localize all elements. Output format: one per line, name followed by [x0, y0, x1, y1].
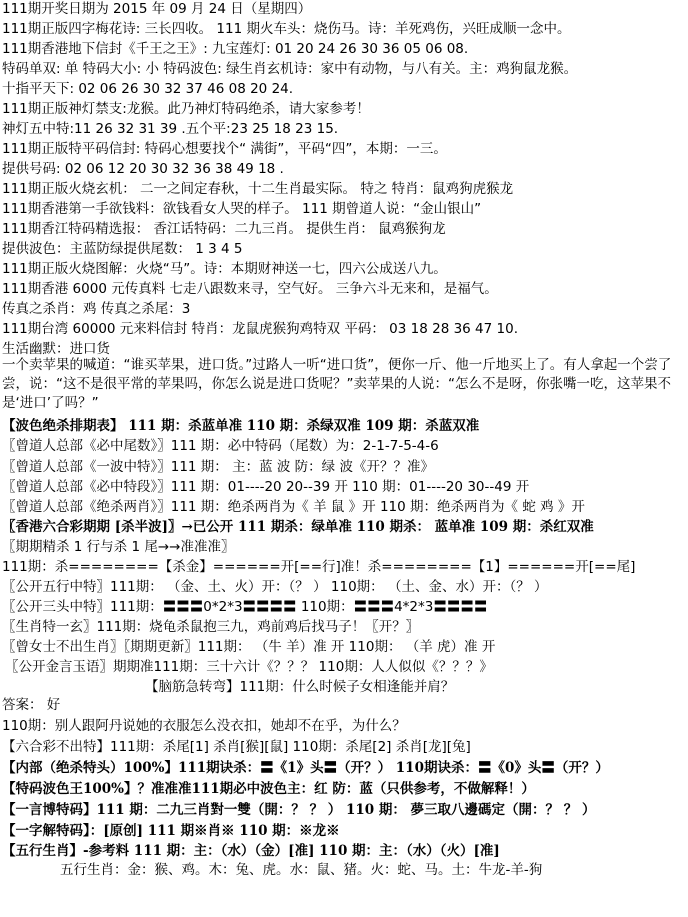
- text-line: 111期正版特平码信封: 特码心想要找个“ 满街”，平码“四”，本期：一三。: [2, 141, 447, 157]
- text-line: 十指平天下: 02 06 26 30 32 37 46 08 20 24.: [2, 81, 294, 97]
- text-line: 111期香港 6000 元传真料 七走八跟数来寻，空气好。 三争六斗无来和，是福气。: [2, 281, 498, 297]
- text-line: 【六合彩不出特】111期：杀尾[1] 杀肖[猴][鼠] 110期：杀尾[2] 杀肖[龙][兔]: [2, 739, 471, 755]
- text-line: 111期香港地下信封《千王之王》: 九宝莲灯: 01 20 24 26 30 36 05 06 08.: [2, 41, 469, 57]
- text-line: 〖曾道人总部《必中特段》〗111 期：01----20 20--39 开 110 期：01----20 30--49 开: [2, 479, 530, 495]
- text-line: 111期台湾 60000 元来料信封 特肖：龙鼠虎猴狗鸡特双 平码： 03 18 28 36 47 10.: [2, 321, 518, 337]
- text-line: 【一言博特码】111 期：二九三肖對一雙（開：？ ？ ） 110 期： 夢三取八邊碼定（開：？ ？ ）: [2, 802, 596, 818]
- text-line: 答案： 好: [2, 697, 61, 713]
- text-line: 【一字解特码】：[原创] 111 期※肖※ 110 期：※龙※: [2, 823, 340, 839]
- text-line: 〖期期精杀 1 行与杀 1 尾→→准准准〗: [2, 539, 235, 555]
- text-line: 111期正版火烧玄机： 二一之间定春秋，十二生肖最实际。 特之 特肖：鼠鸡狗虎猴龙: [2, 181, 514, 197]
- text-line: 〖公开三头中特〗111期：〓〓〓0*2*3〓〓〓〓 110期：〓〓〓4*2*3〓〓〓〓: [2, 599, 488, 615]
- text-line: 111期：杀========【杀金】======开[==行]准！杀========【1】======开[==尾]: [2, 559, 636, 575]
- text-line: 111期正版火烧图解：火烧“马”。诗：本期财神送一七，四六公成送八九。: [2, 261, 447, 277]
- text-line: 111期香江特码精选报： 香江话特码：二九三肖。 提供生肖： 鼠鸡猴狗龙: [2, 221, 446, 237]
- text-line: 〖曾道人总部《一波中特》〗111 期： 主：蓝 波 防：绿 波《开？？准》: [2, 459, 434, 475]
- text-line: 生活幽默：进口货: [2, 341, 110, 357]
- text-line: 特码单双: 单 特码大小: 小 特码波色: 绿生肖玄机诗：家中有动物，与八有关。主：鸡狗鼠龙猴。: [2, 61, 578, 77]
- text-line: 111期开奖日期为 2015 年 09 月 24 日（星期四）: [2, 1, 312, 17]
- text-line: 111期正版四字梅花诗: 三长四收。 111 期火车头：烧伤马。诗：羊死鸡伤，兴旺成顺一念中。: [2, 21, 571, 37]
- text-line: 五行生肖：金：猴、鸡。木：兔、虎。水：鼠、猪。火：蛇、马。土：牛龙-羊-狗: [60, 862, 543, 878]
- text-line: 〖香港六合彩期期 [杀半波]〗→已公开 111 期杀：绿单准 110 期杀： 蓝单准 109 期：杀红双准: [2, 519, 594, 535]
- text-line: 〖公开金言玉语〗期期准111期：三十六计《？？？ 110期：人人似似《？？？》: [5, 659, 493, 675]
- text-line: 【五行生肖】-参考料 111 期：主：（水）（金）[准] 110 期：主：（水）（火）[准]: [2, 843, 500, 859]
- text-line: 110期：别人跟阿丹说她的衣服怎么没衣扣，她却不在乎，为什么？: [2, 718, 406, 734]
- text-line: 【内部（绝杀特头）100%】111期诀杀：〓《1》头〓（开？） 110期诀杀：〓《0》头〓（开？）: [2, 760, 609, 776]
- text-line: 【特码波色王100%】？准准准111期必中波色主：红 防：蓝（只供参考，不做解释！）: [2, 781, 535, 797]
- text-line: 111期香港第一手欲钱料：欲钱看女人哭的样子。 111 期曾道人说：“金山银山”: [2, 201, 482, 217]
- text-line: 神灯五中特:11 26 32 31 39 .五个平:23 25 18 23 15.: [2, 121, 339, 137]
- text-line: 提供波色：主蓝防绿提供尾数： 1 3 4 5: [2, 241, 243, 257]
- text-line: 111期正版神灯禁支:龙猴。此乃神灯特码绝杀，请大家参考！: [2, 101, 370, 117]
- joke-paragraph: 一个卖苹果的喊道：“谁买苹果，进口货。”过路人一听“进口货”，便你一斤、他一斤地买上了。有人拿起一个尝了尝，说：“这不是很平常的苹果吗，你怎么说是进口货呢？”卖苹果的人说：“怎么不是呀，你张嘴一吃，这苹果不是‘进口’了吗？”: [2, 357, 672, 411]
- text-line: 【脑筋急转弯】111期：什么时候子女相逢能并肩？: [145, 679, 455, 695]
- text-line: 〖曾女士不出生肖〗〖期期更新〗111期： （牛 羊）准 开 110期： （羊 虎）准 开: [2, 639, 496, 655]
- text-line: 〖生肖特一玄〗111期：烧龟杀鼠抱三九，鸡前鸡后找马子！〖开？〗: [2, 619, 420, 635]
- text-line: 〖曾道人总部《必中尾数》〗111 期：必中特码（尾数）为：2-1-7-5-4-6: [2, 438, 439, 454]
- text-line: 提供号码: 02 06 12 20 30 32 36 38 49 18 .: [2, 161, 284, 177]
- text-line: 〖曾道人总部《绝杀两肖》〗111 期：绝杀两肖为《 羊 鼠 》开 110 期：绝杀两肖为《 蛇 鸡 》开: [2, 499, 585, 515]
- text-line: 〖公开五行中特〗111期： （金、土、火）开：（？ ） 110期： （土、金、水）开：（？ ）: [2, 579, 548, 595]
- text-line: 传真之杀肖：鸡 传真之杀尾：3: [2, 301, 191, 317]
- text-line: 【波色绝杀排期表】 111 期：杀蓝单准 110 期：杀绿双准 109 期：杀蓝双准: [2, 418, 480, 434]
